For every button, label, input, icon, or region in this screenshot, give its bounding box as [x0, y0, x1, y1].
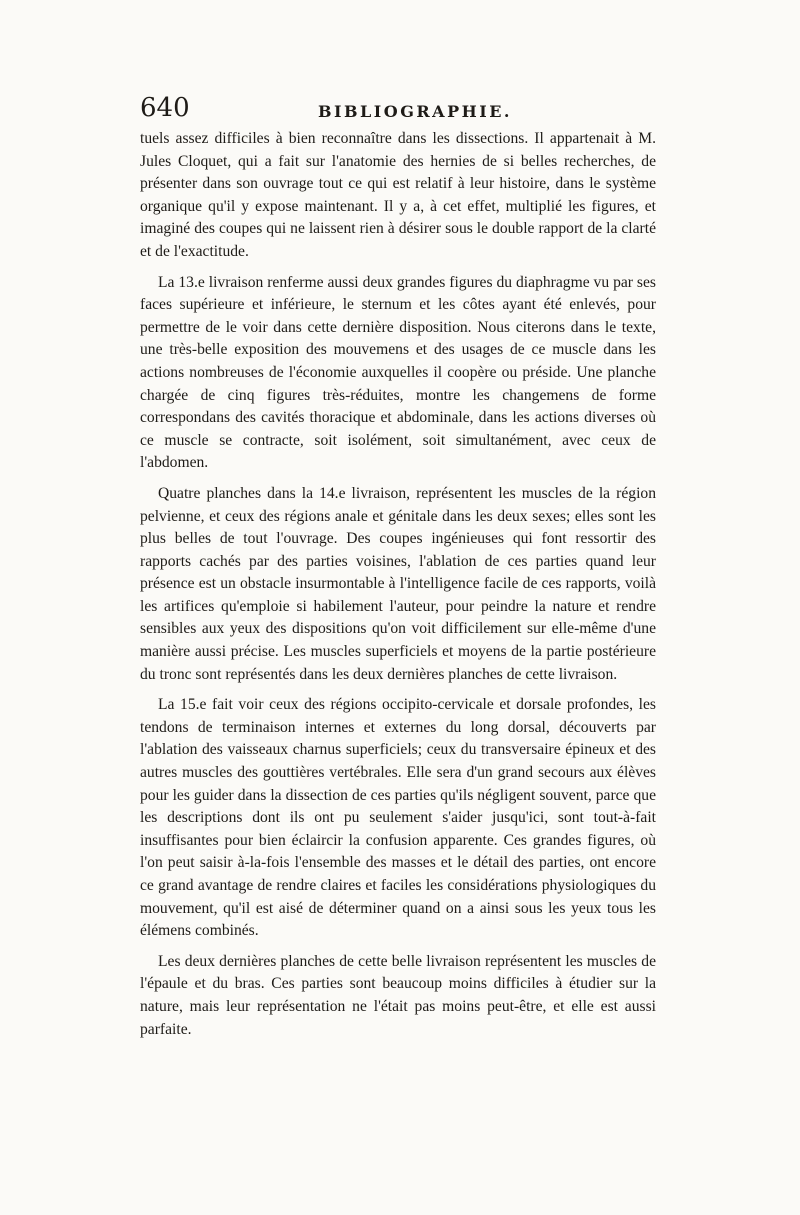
paragraph: La 13.e livraison renferme aussi deux grandes figures du diaphragme vu par ses faces supérieure et inférieure, le sternum et les côtes ayant été enlevés, pour permettre de le voir dans cette dernière disposition. Nous citerons dans le texte, une très-belle exposition des mouvemens et des usages de ce muscle dans les actions nombreuses de l'économie auxquelles il coopère ou préside. Une planche chargée de cinq figures très-réduites, montre les changemens de forme correspondans des cavités thoracique et abdominale, dans les actions diverses où ce muscle se contracte, soit isolément, soit simultanément, avec ceux de l'abdomen. — [140, 273, 656, 472]
paragraph: Les deux dernières planches de cette belle livraison représentent les muscles de l'épaule et du bras. Ces parties sont beaucoup moins difficiles à étudier sur la nature, mais leur représentation ne l'était pas moins peut-être, et elle est aussi parfaite. — [140, 952, 656, 1038]
paragraph-continuation: tuels assez difficiles à bien reconnaître dans les dissections. Il appartenait à M. Jules Cloquet, qui a fait sur l'anatomie des hernies de si belles recherches, de présenter dans son ouvrage tout ce qui est relatif à leur histoire, dans le système organique qu'il y expose maintenant. Il y a, à cet effet, multiplié les figures, et imaginé des coupes qui ne laissent rien à désirer sous le double rapport de la clarté et de l'exactitude. — [140, 130, 656, 260]
page-header — [140, 92, 656, 132]
page-number: 640 — [140, 93, 190, 123]
body-text — [140, 128, 656, 1049]
running-title: BIBLIOGRAPHIE. — [318, 102, 512, 121]
paragraph: La 15.e fait voir ceux des régions occipito-cervicale et dorsale profondes, les tendons de terminaison internes et externes du long dorsal, découverts par l'ablation des vaisseaux charnus superficiels; ceux du transversaire épineux et des autres muscles des gouttières vertébrales. Elle sera d'un grand secours aux élèves pour les guider dans la dissection de ces parties qu'ils négligent souvent, parce que les descriptions dont ils ont pu seulement s'aider jusqu'ici, sont tout-à-fait insuffisantes pour bien éclaircir la confusion apparente. Ces grandes figures, où l'on peut saisir à-la-fois l'ensemble des masses et le détail des parties, ont encore ce grand avantage de rendre claires et faciles les considérations physiologiques du mouvement, qu'il est aisé de déterminer quand on a ainsi sous les yeux tous les élémens combinés. — [140, 696, 656, 940]
paragraph: Quatre planches dans la 14.e livraison, représentent les muscles de la région pelvienne, et ceux des régions anale et génitale dans les deux sexes; elles sont les plus belles de tout l'ouvrage. Des coupes ingénieuses qui font ressortir des rapports cachés par des parties voisines, l'ablation de ces parties quand leur présence est un obstacle insurmontable à l'intelligence facile de ces rapports, voilà les artifices qu'emploie si habilement l'auteur, pour peindre la nature et rendre sensibles aux yeux des dispositions qu'on voit difficilement sur elle-même d'une manière aussi précise. Les muscles superficiels et moyens de la partie postérieure du tronc sont représentés dans les deux dernières planches de cette livraison. — [140, 484, 656, 683]
